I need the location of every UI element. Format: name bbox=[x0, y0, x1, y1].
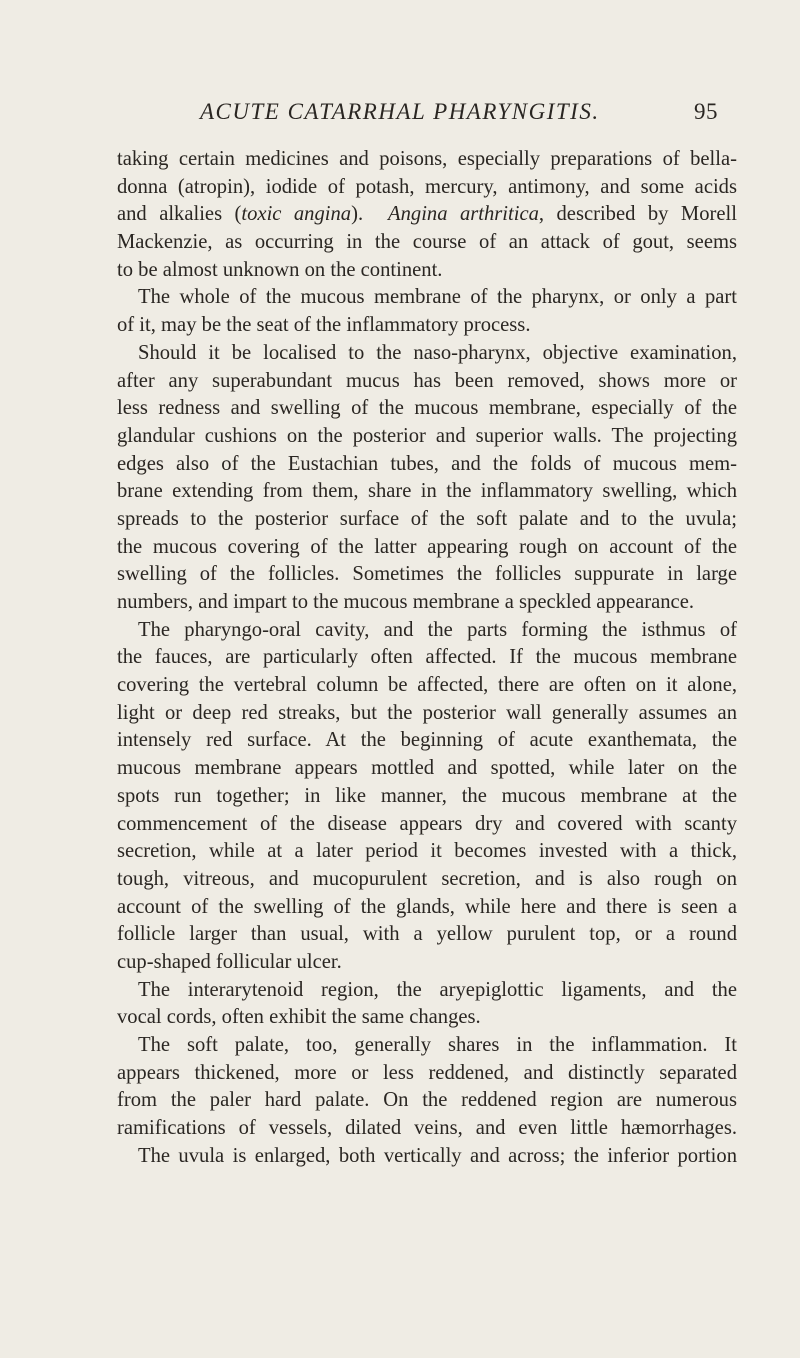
text-segment: ramifications of vessels, dilated veins, and even little hæmorrhages. bbox=[117, 1117, 737, 1140]
text-segment: the mucous covering of the latter appearing rough on account of the bbox=[117, 535, 737, 558]
text-line bbox=[117, 534, 737, 562]
text-segment: spots run together; in like manner, the mucous membrane at the bbox=[117, 784, 737, 807]
italic-text: Angina arthritica bbox=[388, 203, 539, 226]
text-segment: The uvula is enlarged, both vertically and across; the inferior portion bbox=[138, 1144, 737, 1167]
text-segment: edges also of the Eustachian tubes, and the folds of mucous mem- bbox=[117, 452, 737, 475]
text-segment: intensely red surface. At the beginning of acute exanthemata, the bbox=[117, 729, 737, 752]
text-line bbox=[117, 368, 737, 396]
text-segment: ). bbox=[351, 203, 389, 226]
text-segment: The whole of the mucous membrane of the pharynx, or only a part bbox=[138, 286, 737, 309]
text-line bbox=[117, 783, 737, 811]
text-line bbox=[117, 644, 737, 672]
text-segment: brane extending from them, share in the inflammatory swelling, which bbox=[117, 480, 737, 503]
text-line bbox=[117, 700, 737, 728]
text-line bbox=[117, 977, 737, 1005]
text-segment: Mackenzie, as occurring in the course of an attack of gout, seems bbox=[117, 231, 737, 254]
text-line bbox=[117, 921, 737, 949]
text-segment: covering the vertebral column be affected, there are often on it alone, bbox=[117, 674, 737, 697]
text-line bbox=[117, 201, 737, 229]
text-segment: spreads to the posterior surface of the soft palate and to the uvula; bbox=[117, 507, 737, 530]
text-line bbox=[117, 727, 737, 755]
text-segment: after any superabundant mucus has been removed, shows more or bbox=[117, 369, 737, 392]
text-segment: and alkalies ( bbox=[117, 203, 242, 226]
text-segment: appears thickened, more or less reddened, and distinctly separated bbox=[117, 1061, 737, 1084]
text-segment: vocal cords, often exhibit the same changes. bbox=[117, 1006, 481, 1029]
text-line bbox=[117, 589, 737, 617]
text-line bbox=[117, 423, 737, 451]
text-line bbox=[117, 174, 737, 202]
text-segment: account of the swelling of the glands, while here and there is seen a bbox=[117, 895, 737, 918]
text-segment: Should it be localised to the naso-pharynx, objective examination, bbox=[138, 341, 737, 364]
text-segment: glandular cushions on the posterior and superior walls. The projecting bbox=[117, 424, 737, 447]
text-line bbox=[117, 894, 737, 922]
text-segment: from the paler hard palate. On the reddened region are numerous bbox=[117, 1089, 737, 1112]
text-segment: follicle larger than usual, with a yellow purulent top, or a round bbox=[117, 923, 737, 946]
text-line bbox=[117, 838, 737, 866]
text-line bbox=[117, 257, 737, 285]
text-line bbox=[117, 755, 737, 783]
text-line bbox=[117, 1143, 737, 1171]
text-line bbox=[117, 866, 737, 894]
body-text bbox=[117, 146, 737, 1170]
text-segment: of it, may be the seat of the inflammatory process. bbox=[117, 314, 531, 337]
text-line bbox=[117, 340, 737, 368]
page-header bbox=[0, 99, 800, 135]
text-line bbox=[117, 1115, 737, 1143]
text-segment: tough, vitreous, and mucopurulent secretion, and is also rough on bbox=[117, 867, 737, 890]
text-segment: The pharyngo-oral cavity, and the parts forming the isthmus of bbox=[138, 618, 737, 641]
text-segment: mucous membrane appears mottled and spotted, while later on the bbox=[117, 757, 737, 780]
text-line bbox=[117, 506, 737, 534]
text-segment: less redness and swelling of the mucous membrane, especially of the bbox=[117, 397, 737, 420]
italic-text: toxic angina bbox=[241, 203, 352, 226]
text-segment: to be almost unknown on the continent. bbox=[117, 258, 443, 281]
text-segment: The soft palate, too, generally shares in the inflammation. It bbox=[138, 1034, 737, 1056]
text-line bbox=[117, 451, 737, 479]
text-line bbox=[117, 811, 737, 839]
text-line bbox=[117, 949, 737, 977]
text-line bbox=[117, 229, 737, 257]
text-line bbox=[117, 1087, 737, 1115]
text-line bbox=[117, 395, 737, 423]
text-line bbox=[117, 1060, 737, 1088]
text-segment: light or deep red streaks, but the posterior wall generally assumes an bbox=[117, 701, 737, 724]
text-line bbox=[117, 672, 737, 700]
text-segment: The interarytenoid region, the aryepiglottic ligaments, and the bbox=[138, 978, 737, 1001]
text-segment: numbers, and impart to the mucous membrane a speckled appearance. bbox=[117, 591, 694, 613]
page-number: 95 bbox=[694, 99, 718, 124]
text-segment: commencement of the disease appears dry and covered with scanty bbox=[117, 812, 737, 835]
text-segment: cup-shaped follicular ulcer. bbox=[117, 950, 342, 973]
text-line bbox=[117, 312, 737, 340]
text-segment: secretion, while at a later period it becomes invested with a thick, bbox=[117, 840, 737, 863]
text-line bbox=[117, 284, 737, 312]
text-segment: the fauces, are particularly often affected. If the mucous membrane bbox=[117, 646, 737, 669]
text-segment: donna (atropin), iodide of potash, mercury, antimony, and some acids bbox=[117, 175, 737, 198]
running-title: ACUTE CATARRHAL PHARYNGITIS. bbox=[200, 99, 600, 124]
text-line bbox=[117, 146, 737, 174]
text-line bbox=[117, 617, 737, 645]
text-segment: taking certain medicines and poisons, especially preparations of bella- bbox=[117, 148, 737, 170]
text-segment: swelling of the follicles. Sometimes the follicles suppurate in large bbox=[117, 563, 737, 586]
text-line bbox=[117, 1032, 737, 1060]
text-line bbox=[117, 561, 737, 589]
text-segment: , described by Morell bbox=[538, 203, 737, 226]
text-line bbox=[117, 478, 737, 506]
text-line bbox=[117, 1004, 737, 1032]
